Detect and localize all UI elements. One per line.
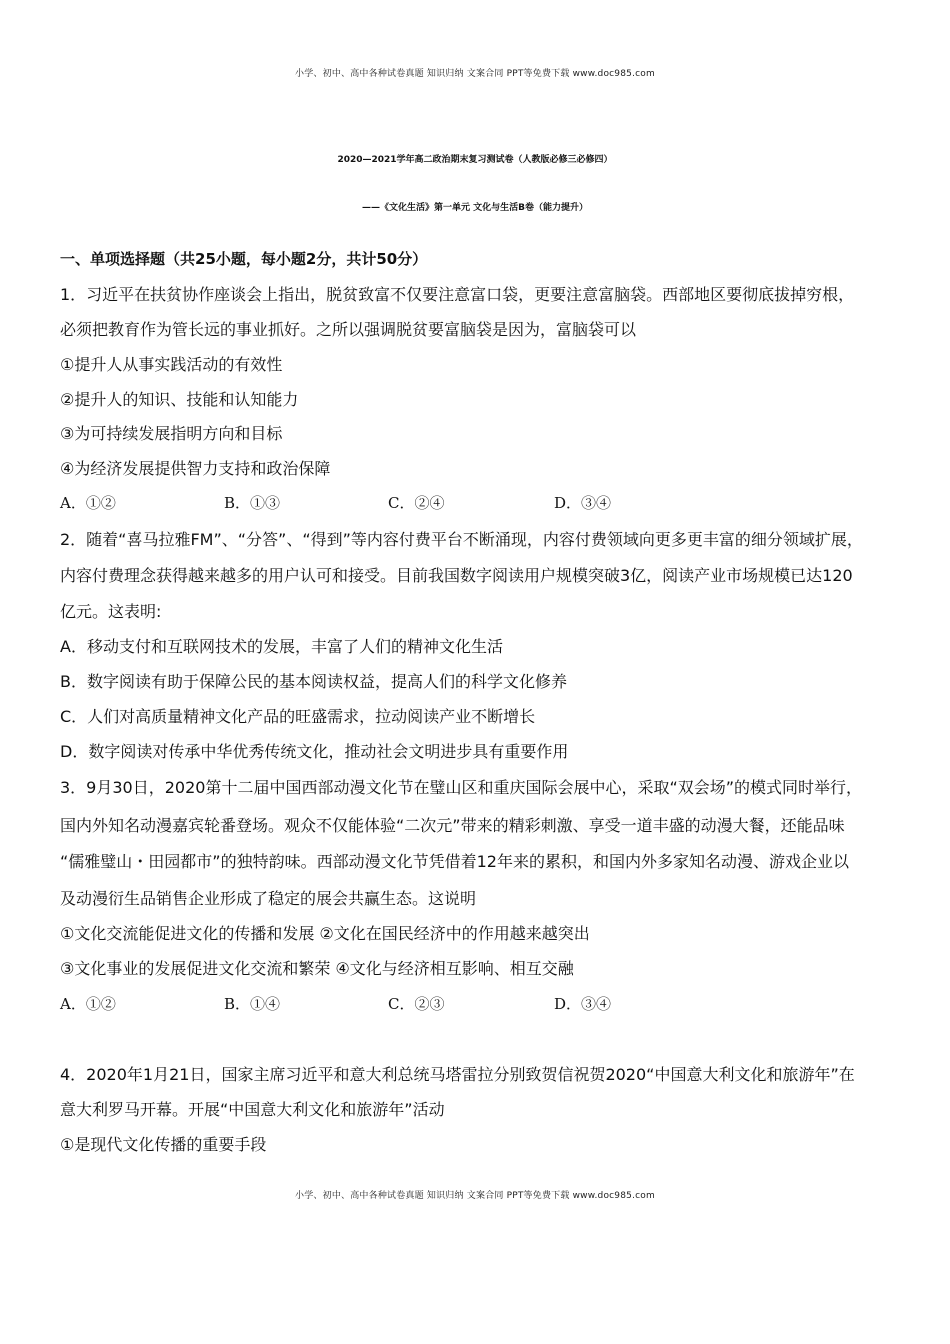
q2-option-a: A．移动支付和互联网技术的发展，丰富了人们的精神文化生活 bbox=[60, 637, 503, 656]
q1-statement-1: ①提升人从事实践活动的有效性 bbox=[60, 355, 283, 374]
q3-statements-1-2: ①文化交流能促进文化的传播和发展 ②文化在国民经济中的作用越来越突出 bbox=[60, 924, 590, 943]
page-header: 小学、初中、高中各种试卷真题 知识归纳 文案合同 PPT等免费下载 www.doc985.com bbox=[295, 69, 655, 79]
q3-option-c: C．②③ bbox=[388, 995, 445, 1013]
q2-stem-line-1: 2．随着“喜马拉雅FM”、“分答”、“得到”等内容付费平台不断涌现，内容付费领域向更多更丰富的细分领域扩展， bbox=[60, 530, 863, 549]
q2-option-c: C．人们对高质量精神文化产品的旺盛需求，拉动阅读产业不断增长 bbox=[60, 707, 536, 726]
q4-stem-line-1: 4．2020年1月21日，国家主席习近平和意大利总统马塔雷拉分别致贺信祝贺2020“中国意大利文化和旅游年”在 bbox=[60, 1065, 855, 1084]
q3-option-b: B．①④ bbox=[224, 995, 281, 1013]
q1-option-a: A．①② bbox=[60, 494, 116, 512]
page-subtitle: ——《文化生活》第一单元 文化与生活B卷（能力提升） bbox=[362, 203, 588, 213]
q2-stem-line-2: 内容付费理念获得越来越多的用户认可和接受。目前我国数字阅读用户规模突破3亿，阅读产业市场规模已达120 bbox=[60, 566, 853, 585]
q3-stem-line-2: 国内外知名动漫嘉宾轮番登场。观众不仅能体验“二次元”带来的精彩刺激、享受一道丰盛的动漫大餐，还能品味 bbox=[60, 816, 845, 835]
q1-stem-line-1: 1．习近平在扶贫协作座谈会上指出，脱贫致富不仅要注意富口袋，更要注意富脑袋。西部地区要彻底拔掉穷根， bbox=[60, 285, 855, 304]
q2-option-b: B．数字阅读有助于保障公民的基本阅读权益，提高人们的科学文化修养 bbox=[60, 672, 567, 691]
page-footer: 小学、初中、高中各种试卷真题 知识归纳 文案合同 PPT等免费下载 www.doc985.com bbox=[295, 1191, 655, 1201]
q3-stem-line-3: “儒雅璧山・田园都市”的独特韵味。西部动漫文化节凭借着12年来的累积，和国内外多家知名动漫、游戏企业以 bbox=[60, 852, 849, 871]
q1-option-c: C．②④ bbox=[388, 494, 445, 512]
q1-stem-line-2: 必须把教育作为管长远的事业抓好。之所以强调脱贫要富脑袋是因为，富脑袋可以 bbox=[60, 320, 637, 339]
section-heading: 一、单项选择题（共25小题，每小题2分，共计50分） bbox=[60, 250, 428, 268]
q1-option-d: D．③④ bbox=[554, 494, 612, 512]
q3-statements-3-4: ③文化事业的发展促进文化交流和繁荣 ④文化与经济相互影响、相互交融 bbox=[60, 959, 574, 978]
q4-statement-1: ①是现代文化传播的重要手段 bbox=[60, 1135, 267, 1154]
q2-option-d: D．数字阅读对传承中华优秀传统文化，推动社会文明进步具有重要作用 bbox=[60, 742, 569, 761]
q3-stem-line-4: 及动漫衍生品销售企业形成了稳定的展会共赢生态。这说明 bbox=[60, 889, 477, 908]
q3-option-d: D．③④ bbox=[554, 995, 612, 1013]
q1-statement-4: ④为经济发展提供智力支持和政治保障 bbox=[60, 459, 331, 478]
q2-stem-line-3: 亿元。这表明: bbox=[60, 602, 162, 621]
page-title: 2020—2021学年高二政治期末复习测试卷（人教版必修三必修四） bbox=[337, 155, 613, 165]
q1-option-b: B．①③ bbox=[224, 494, 281, 512]
q3-option-a: A．①② bbox=[60, 995, 116, 1013]
q1-statement-3: ③为可持续发展指明方向和目标 bbox=[60, 424, 283, 443]
q1-statement-2: ②提升人的知识、技能和认知能力 bbox=[60, 390, 299, 409]
q4-stem-line-2: 意大利罗马开幕。开展“中国意大利文化和旅游年”活动 bbox=[60, 1100, 445, 1119]
q3-stem-line-1: 3．9月30日，2020第十二届中国西部动漫文化节在璧山区和重庆国际会展中心，采取“双会场”的模式同时举行， bbox=[60, 778, 863, 797]
